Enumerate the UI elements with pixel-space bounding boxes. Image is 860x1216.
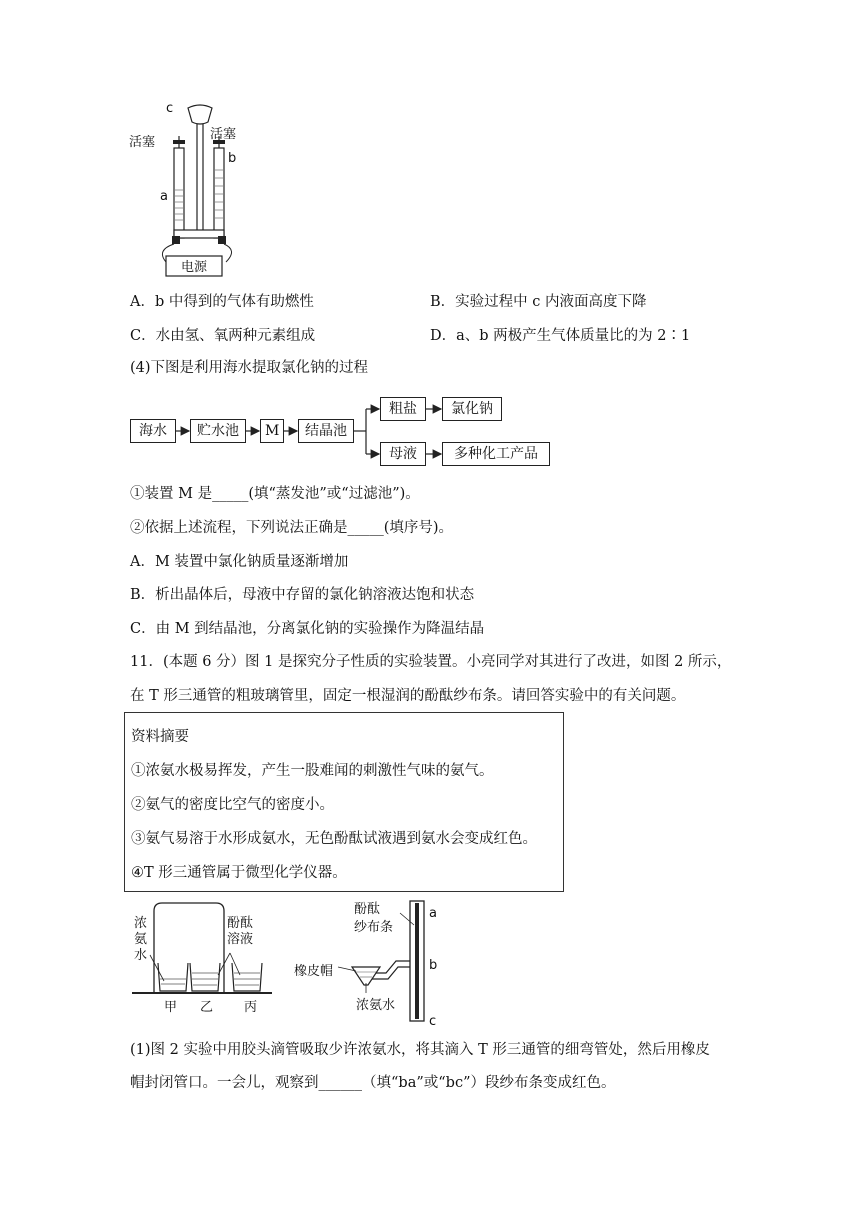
q11-line2: 在 T 形三通管的粗玻璃管里，固定一根湿润的酚酞纱布条。请回答实验中的有关问题。	[130, 688, 686, 704]
fig2-strip-2: 纱布条	[354, 920, 394, 935]
info-item-2: ②氨气的密度比空气的密度小。	[131, 797, 334, 813]
info-item-1: ①浓氨水极易挥发，产生一股难闻的刺激性气味的氨气。	[131, 763, 494, 779]
info-box	[124, 712, 564, 892]
flow-nacl: 氯化钠	[442, 397, 502, 421]
flow-m: M	[260, 419, 284, 443]
fig2-ammonia-label: 浓氨水	[356, 998, 396, 1013]
flow-crystallizer: 结晶池	[298, 419, 354, 443]
info-item-3: ③氨气易溶于水形成氨水，无色酚酞试液遇到氨水会变成红色。	[131, 831, 537, 847]
q11-line1: 11．(本题 6 分）图 1 是探究分子性质的实验装置。小亮同学对其进行了改进，如图 2 所示，	[130, 654, 732, 670]
fig1-ammonia-3: 水	[134, 948, 148, 963]
fig1-beaker-jia: 甲	[164, 1000, 178, 1015]
flow-mother-liquor: 母液	[380, 442, 426, 466]
q4-option-c: C．由 M 到结晶池，分离氯化钠的实验操作为降温结晶	[130, 621, 485, 637]
fig1-ammonia-2: 氨	[134, 932, 148, 947]
valve-right-label: 活塞	[210, 127, 236, 142]
fig2-label-b: b	[429, 958, 438, 973]
info-item-4: ④T 形三通管属于微型化学仪器。	[131, 865, 347, 881]
q11-sub1-line2: 帽封闭管口。一会儿，观察到______（填“ba”或“bc”）段纱布条变成红色。	[130, 1075, 616, 1091]
label-c: c	[166, 101, 174, 116]
info-title: 资料摘要	[131, 729, 189, 745]
q3-option-c: C．水由氢、氧两种元素组成	[130, 328, 316, 344]
flow-seawater: 海水	[130, 419, 176, 443]
valve-left-label: 活塞	[129, 135, 156, 150]
fig2-label-c: c	[429, 1014, 437, 1029]
label-b: b	[228, 151, 236, 166]
fig1-ammonia-1: 浓	[134, 916, 148, 931]
figure-2-t-tube	[292, 895, 452, 1030]
q11-sub1-line1: (1)图 2 实验中用胶头滴管吸取少许浓氨水，将其滴入 T 形三通管的细弯管处，然后用橡皮	[130, 1042, 710, 1058]
fig2-strip-1: 酚酞	[354, 902, 381, 917]
fig1-beaker-yi: 乙	[200, 1000, 214, 1015]
q4-sub1: ①装置 M 是_____(填“蒸发池”或“过滤池”)。	[130, 486, 420, 502]
flow-arrows	[0, 0, 860, 480]
q4-option-a: A．M 装置中氯化钠质量逐渐增加	[130, 554, 349, 570]
fig2-label-a: a	[429, 906, 437, 921]
fig1-beaker-bing: 丙	[244, 1000, 258, 1015]
q4-option-b: B．析出晶体后，母液中存留的氯化钠溶液达饱和状态	[130, 587, 475, 603]
q4-sub2: ②依据上述流程，下列说法正确是_____(填序号)。	[130, 520, 454, 536]
q3-option-b: B．实验过程中 c 内液面高度下降	[430, 294, 647, 310]
q4-intro: (4)下图是利用海水提取氯化钠的过程	[130, 360, 369, 376]
fig1-phenol-2: 溶液	[227, 932, 254, 947]
fig1-phenol-1: 酚酞	[227, 916, 254, 931]
flow-chemicals: 多种化工产品	[442, 442, 550, 466]
q3-option-d: D．a、b 两极产生气体质量比的为 2∶1	[430, 328, 691, 344]
flow-crude-salt: 粗盐	[380, 397, 426, 421]
label-a: a	[160, 189, 168, 204]
power-label: 电源	[181, 260, 208, 275]
figure-1-beakers	[130, 895, 280, 1020]
flow-reservoir: 贮水池	[190, 419, 246, 443]
fig2-cap-label: 橡皮帽	[294, 964, 334, 979]
q3-option-a: A．b 中得到的气体有助燃性	[130, 294, 314, 310]
